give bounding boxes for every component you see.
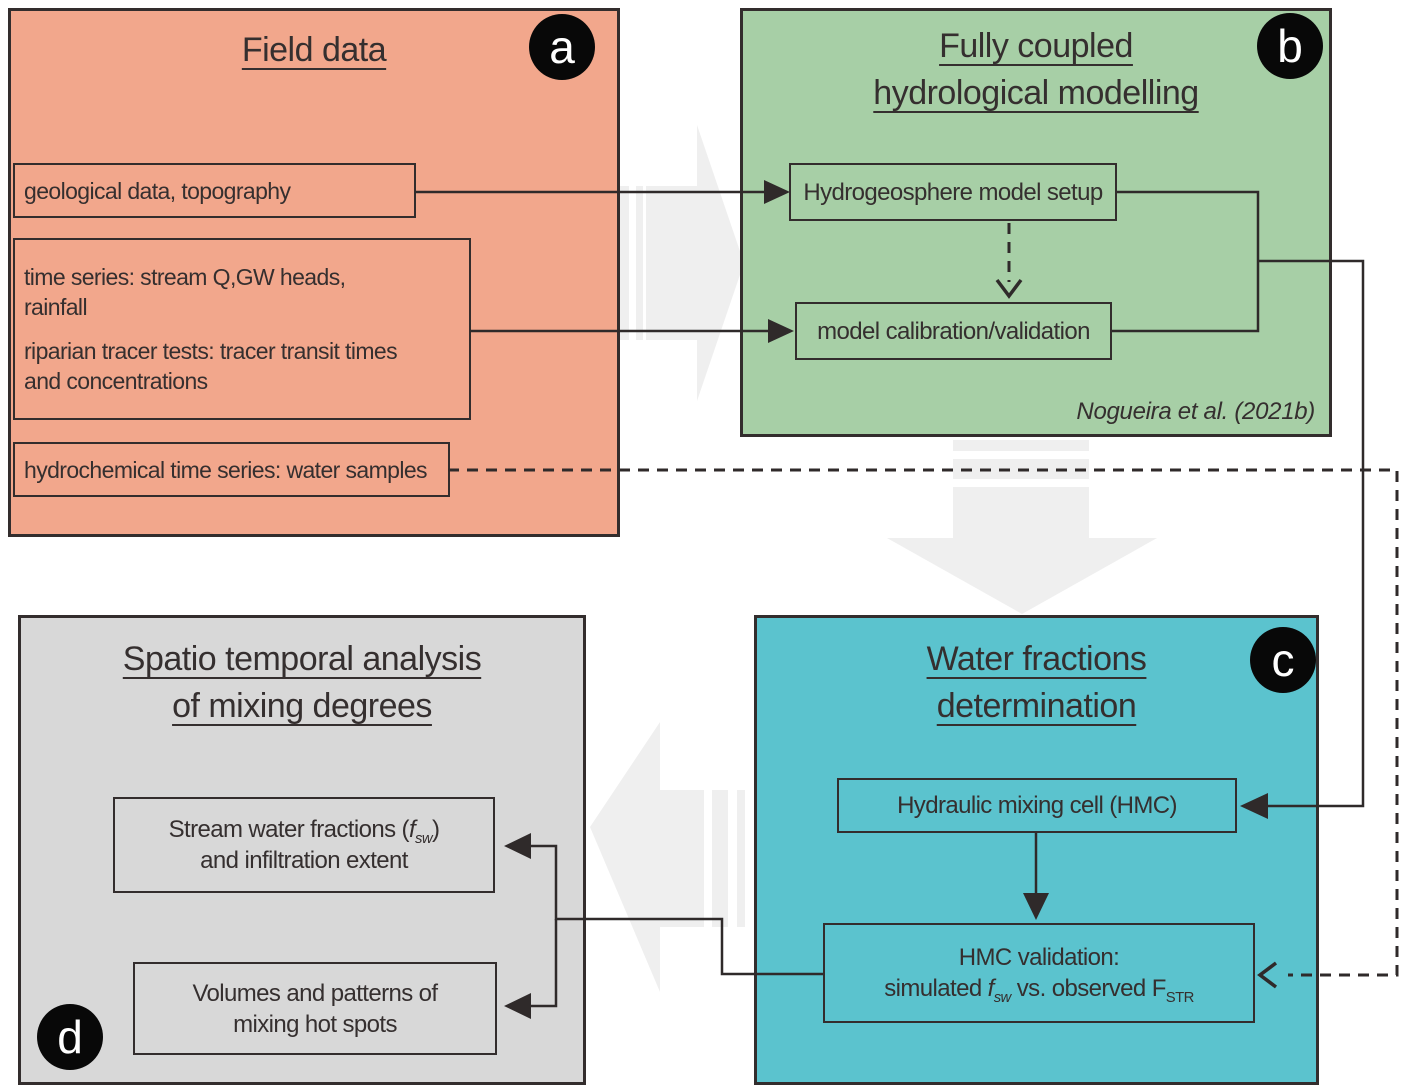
- hmc-validation-line2: simulated $f_{sw}$ vs. observed $F_{STR}$: [884, 975, 1194, 1006]
- panel-c-title: Water fractions determination: [926, 640, 1147, 725]
- hydrochemical-box: hydrochemical time series: water samples: [13, 442, 450, 497]
- panel-field-data: [8, 8, 620, 537]
- down-block-arrow: [887, 440, 1157, 614]
- panel-a-title: Field data: [241, 31, 387, 69]
- hmc-validation-line1: HMC validation:: [958, 944, 1120, 971]
- model-calibration-box: model calibration/validation: [795, 302, 1112, 360]
- panel-d-title: Spatio temporal analysis of mixing degrees: [122, 640, 482, 725]
- panel-hydrological-modelling: [740, 8, 1332, 437]
- time-series-box: time series: stream Q,GW heads, rainfall riparian tracer tests: tracer transit times and concentrations: [13, 238, 471, 420]
- stream-fractions-line2: and infiltration extent: [200, 847, 408, 874]
- geological-data-box: geological data, topography: [13, 163, 416, 218]
- right-block-arrow: [618, 125, 744, 401]
- hmc-validation-box: [823, 923, 1255, 1023]
- badge-d: d: [37, 1004, 103, 1070]
- badge-a: a: [529, 14, 595, 80]
- hgs-model-setup-box: Hydrogeosphere model setup: [789, 163, 1117, 221]
- panel-spatio-temporal-analysis: [18, 615, 586, 1085]
- stream-water-fractions-box: [113, 797, 495, 893]
- panel-water-fractions: [754, 615, 1319, 1085]
- citation-nogueira: Nogueira et al. (2021b): [1076, 398, 1315, 425]
- panel-b-title: Fully coupled hydrological modelling: [873, 27, 1199, 112]
- paragraph-gap: [24, 322, 467, 336]
- volumes-patterns-box: Volumes and patterns of mixing hot spots: [133, 962, 497, 1055]
- stream-fractions-line1: Stream water fractions $(f_{sw})$: [168, 816, 440, 847]
- badge-b: b: [1257, 13, 1323, 79]
- badge-c: c: [1250, 627, 1316, 693]
- hydraulic-mixing-cell-box: Hydraulic mixing cell (HMC): [837, 778, 1237, 833]
- left-block-arrow: [590, 722, 745, 992]
